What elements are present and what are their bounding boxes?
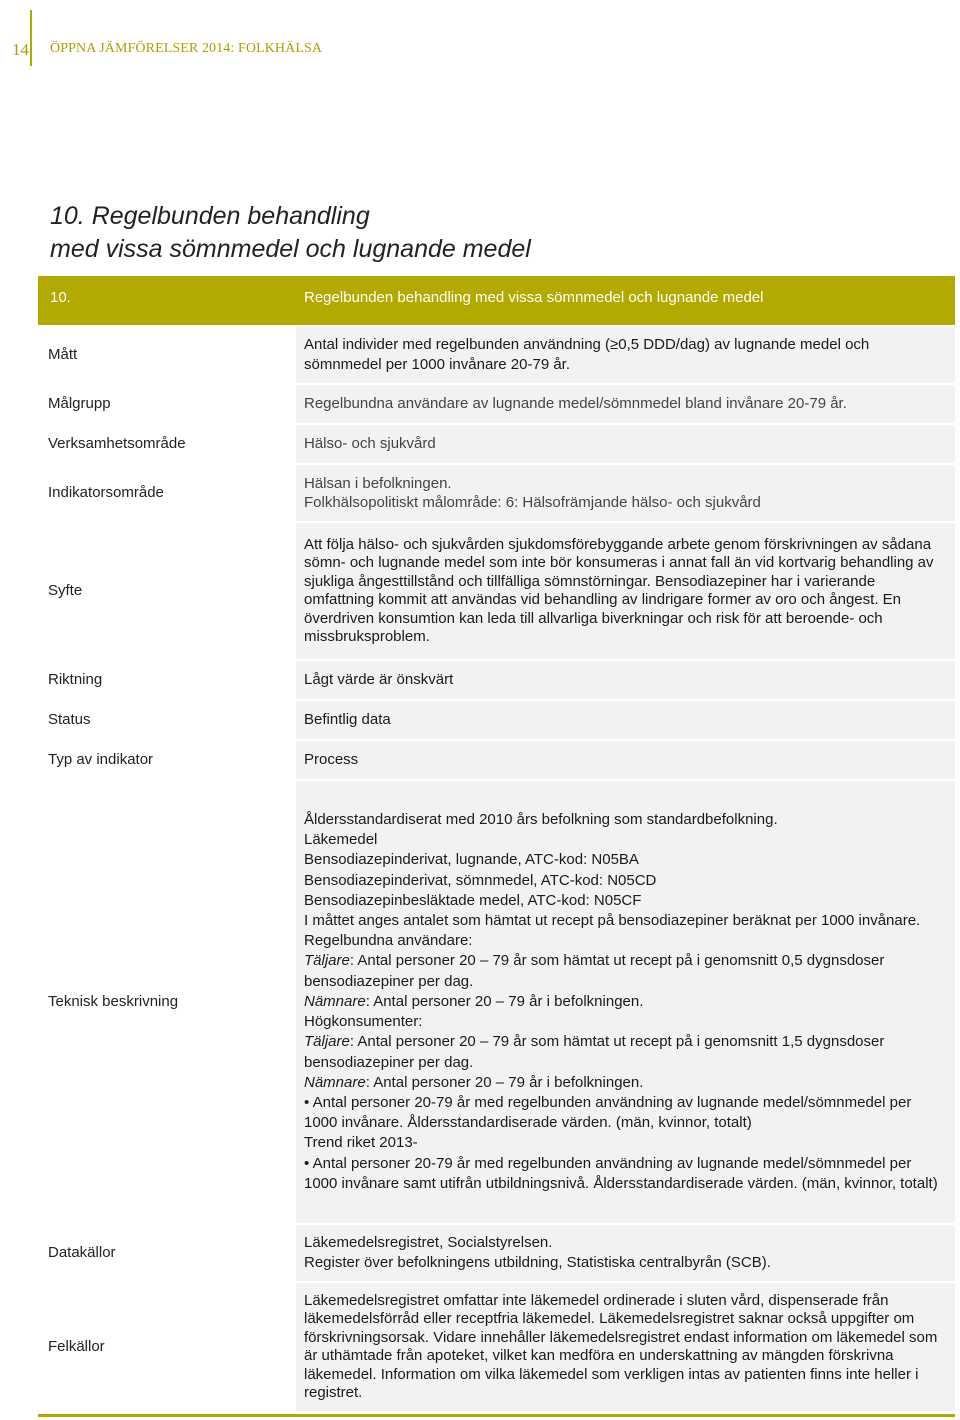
section-title-line1: 10. Regelbunden behandling (50, 202, 370, 230)
denominator-term: Nämnare (304, 1073, 366, 1091)
row-value (296, 1224, 955, 1282)
tech-line: Bensodiazepinderivat, sömnmedel, ATC-kod: N05CD (304, 871, 657, 889)
source-line: Läkemedelsregistret, Socialstyrelsen. (304, 1233, 553, 1251)
row-value (296, 424, 955, 464)
running-title (50, 41, 322, 57)
table-row (38, 780, 955, 1224)
table-row (38, 660, 955, 700)
row-label: Riktning (38, 660, 296, 700)
row-label: Typ av indikator (38, 740, 296, 780)
source-line: Register över befolkningens utbildning, Statistiska centralbyrån (SCB). (304, 1254, 771, 1271)
tech-line (304, 1073, 947, 1093)
row-value (296, 1282, 955, 1412)
denominator-text: : Antal personer 20 – 79 år i befolkningen. (365, 1073, 644, 1091)
row-label: Målgrupp (38, 384, 296, 424)
tech-line: Bensodiazepinbesläktade medel, ATC-kod: N05CF (304, 891, 642, 909)
table-row (38, 700, 955, 740)
tech-line (304, 951, 947, 991)
numerator-term: Täljare (304, 952, 350, 970)
row-value-line: Hälsan i befolkningen. (304, 474, 452, 492)
row-value-line: Befintlig data (304, 711, 391, 729)
section-title-line2: med vissa sömnmedel och lugnande medel (50, 235, 531, 263)
row-value (296, 700, 955, 740)
row-value-line: Läkemedelsregistret omfattar inte läkemedel ordinerade i sluten vård, dispenserade från läkemedelsförråd eller receptfria läkemedel. Läkemedelsregistret saknar också uppgifter om förskrivningsorsak. Vidare innehåller läkemedelsregistret endast information om läkemedel som är uthämtade från apoteket, vilket kan medföra en underskattning av mängden förskrivna läkemedel. Information om vilka läkemedel som verkligen intas av patienten finns inte heller i registret. (304, 1291, 938, 1401)
tech-line: I måttet anges antalet som hämtat ut recept på bensodiazepiner beräknat per 1000 invånare. (304, 912, 921, 930)
table-row (38, 740, 955, 780)
page-header (0, 0, 960, 70)
row-value-line: Regelbundna användare av lugnande medel/sömnmedel bland invånare 20-79 år. (304, 395, 847, 413)
row-label: Syfte (38, 522, 296, 660)
table-row (38, 464, 955, 522)
row-label: Indikatorsområde (38, 464, 296, 522)
denominator-text: : Antal personer 20 – 79 år i befolkningen. (365, 992, 644, 1010)
row-value-line: Folkhälsopolitiskt målområde: 6: Hälsofrämjande hälso- och sjukvård (304, 494, 761, 511)
row-value-technical (296, 780, 955, 1224)
page-number: 14 (12, 40, 29, 59)
tech-line (304, 1032, 947, 1072)
row-value (296, 326, 955, 384)
tech-line: • Antal personer 20-79 år med regelbunden användning av lugnande medel/sömnmedel per 1000 invånare. Åldersstandardiserade värden. (män, kvinnor, totalt) (304, 1093, 912, 1132)
row-value (296, 740, 955, 780)
bottom-rule (38, 1414, 955, 1417)
tech-line (304, 992, 947, 1012)
row-label: Status (38, 700, 296, 740)
tech-line: Bensodiazepinderivat, lugnande, ATC-kod: N05BA (304, 851, 639, 869)
numerator-text: : Antal personer 20 – 79 år som hämtat ut recept på i genomsnitt 0,5 dygnsdoser bensodiazepiner per dag. (304, 952, 885, 990)
tech-line: Högkonsumenter: (304, 1013, 423, 1031)
section-title (50, 200, 531, 266)
denominator-term: Nämnare (304, 992, 366, 1010)
indicator-table (38, 326, 955, 1413)
numerator-term: Täljare (304, 1033, 350, 1051)
numerator-text: : Antal personer 20 – 79 år som hämtat ut recept på i genomsnitt 1,5 dygnsdoser bensodiazepiner per dag. (304, 1033, 885, 1071)
row-label: Mått (38, 326, 296, 384)
tech-line: Åldersstandardiserat med 2010 års befolkning som standardbefolkning. (304, 811, 778, 829)
row-value (296, 660, 955, 700)
table-banner (38, 276, 955, 325)
table-row (38, 326, 955, 384)
header-divider (30, 10, 32, 66)
row-label: Teknisk beskrivning (38, 780, 296, 1224)
row-label: Verksamhetsområde (38, 424, 296, 464)
row-value-line: Hälso- och sjukvård (304, 435, 436, 453)
row-value (296, 522, 955, 660)
table-row (38, 522, 955, 660)
row-value-line: Process (304, 751, 359, 769)
tech-line: Läkemedel (304, 831, 378, 849)
row-label: Datakällor (38, 1224, 296, 1282)
row-label: Felkällor (38, 1282, 296, 1412)
running-title-main: ÖPPNA JÄMFÖRELSER 2014 (50, 41, 231, 56)
table-row (38, 384, 955, 424)
tech-line: Trend riket 2013- (304, 1134, 418, 1152)
row-value-line: Lågt värde är önskvärt (304, 671, 454, 689)
tech-line: Regelbundna användare: (304, 932, 473, 950)
table-row (38, 424, 955, 464)
row-value (296, 384, 955, 424)
tech-line: • Antal personer 20-79 år med regelbunden användning av lugnande medel/sömnmedel per 1000 invånare samt utifrån utbildningsnivå. Åldersstandardiserade värden. (män, kvinnor, totalt) (304, 1154, 938, 1192)
row-value-line: Att följa hälso- och sjukvården sjukdomsförebyggande arbete genom förskrivningen av sådana sömn- och lugnande medel som inte bör konsumeras i annat fall än vid kortvarig behandling av sjukliga ångesttillstånd och tillfälliga sömnstörningar. Bensodiazepiner har i varierande omfattning kommit att användas vid behandling av lindrigare former av oro och ångest. En överdriven konsumtion kan leda till allvarliga biverkningar och risk för att beroende- och missbruksproblem. (304, 535, 934, 645)
row-value-line: Antal individer med regelbunden användning (≥0,5 DDD/dag) av lugnande medel och sömnmedel per 1000 invånare 20-79 år. (304, 336, 870, 373)
table-banner-number: 10. (50, 289, 71, 306)
table-banner-text: Regelbunden behandling med vissa sömnmedel och lugnande medel (304, 289, 764, 306)
table-row (38, 1224, 955, 1282)
running-title-tail: : FOLKHÄLSA (230, 41, 323, 56)
table-row (38, 1282, 955, 1412)
row-value (296, 464, 955, 522)
